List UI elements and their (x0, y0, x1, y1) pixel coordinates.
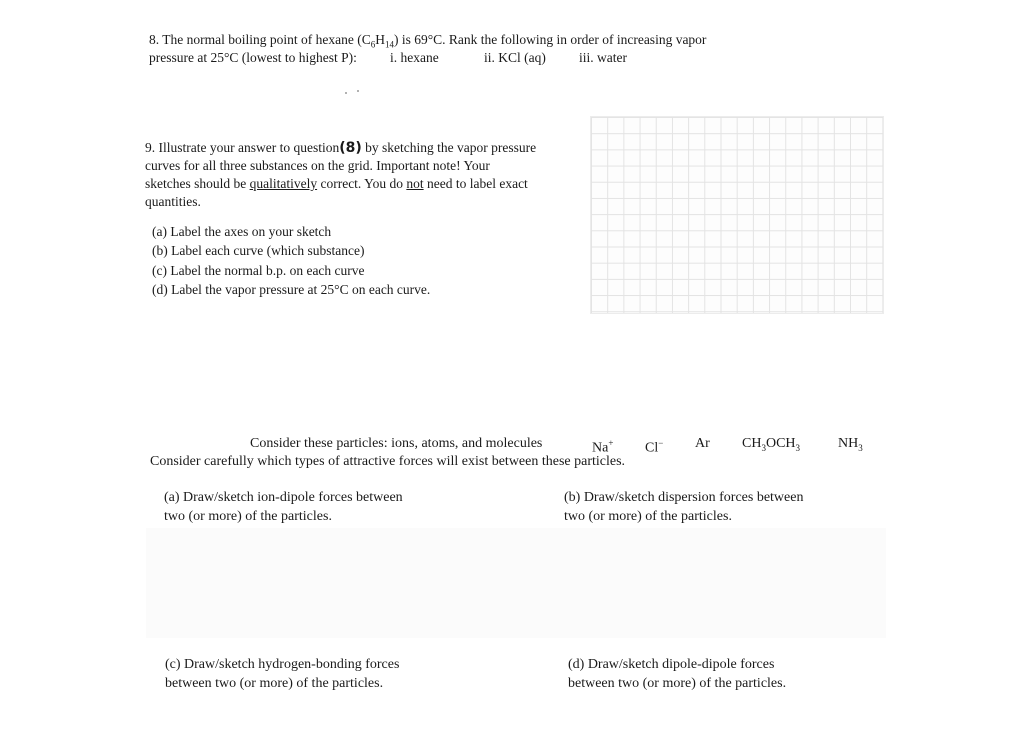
question-9-line-2: curves for all three substances on the grid. Important note! Your (145, 158, 490, 173)
vapor-pressure-sketch-grid[interactable] (590, 116, 884, 314)
answer-area-dispersion[interactable] (560, 528, 885, 648)
part-c-line-2: between two (or more) of the particles. (165, 676, 384, 691)
part-b-line-1: (b) Draw/sketch dispersion forces between (564, 490, 804, 505)
option-kcl: ii. KCl (aq) (484, 50, 546, 65)
handwritten-question-number: (8) (339, 140, 362, 156)
part-a-line-1: (a) Draw/sketch ion-dipole forces between (164, 490, 403, 505)
question-8-line-1: 8. The normal boiling point of hexane $(C_6H_{14})$ is 69°C. Rank the following in order of increasing vapor (149, 32, 707, 50)
option-hexane: i. hexane (390, 50, 439, 65)
particles-instruction: Consider carefully which types of attractive forces will exist between these particles. (150, 454, 626, 469)
answer-area-hydrogen-bonding[interactable] (160, 694, 540, 744)
stray-mark (345, 92, 347, 94)
answer-area-dipole-dipole[interactable] (560, 694, 885, 744)
part-c-line-1: (c) Draw/sketch hydrogen-bonding forces (165, 657, 400, 672)
stray-mark (357, 90, 359, 92)
question-8-line-2: pressure at 25°C (lowest to highest P): (149, 50, 357, 65)
question-9-line-1: 9. Illustrate your answer to question(8) by sketching the vapor pressure (145, 140, 537, 156)
particle-dimethyl-ether: $CH_3OCH_3$ (742, 436, 801, 453)
q9-part-a: (a) Label the axes on your sketch (152, 224, 332, 239)
particles-intro: Consider these particles: ions, atoms, and molecules (250, 436, 543, 451)
question-9-line-4: quantities. (145, 194, 201, 209)
question-9-line-3: sketches should be qualitatively correct. You do not need to label exact (145, 176, 528, 191)
particle-sodium-ion: Na+ (592, 438, 614, 456)
particle-ammonia: $NH_3$ (838, 436, 863, 453)
part-b-line-2: two (or more) of the particles. (564, 509, 732, 524)
particle-chloride-ion: Cl− (645, 438, 664, 456)
part-a-line-2: two (or more) of the particles. (164, 509, 332, 524)
answer-area-ion-dipole[interactable] (160, 528, 540, 648)
particle-argon: Ar (695, 436, 710, 451)
q9-part-d: (d) Label the vapor pressure at 25°C on each curve. (152, 282, 431, 297)
option-water: iii. water (579, 50, 627, 65)
q9-part-b: (b) Label each curve (which substance) (152, 243, 365, 258)
part-d-line-1: (d) Draw/sketch dipole-dipole forces (568, 657, 775, 672)
q9-part-c: (c) Label the normal b.p. on each curve (152, 263, 365, 278)
part-d-line-2: between two (or more) of the particles. (568, 676, 787, 691)
